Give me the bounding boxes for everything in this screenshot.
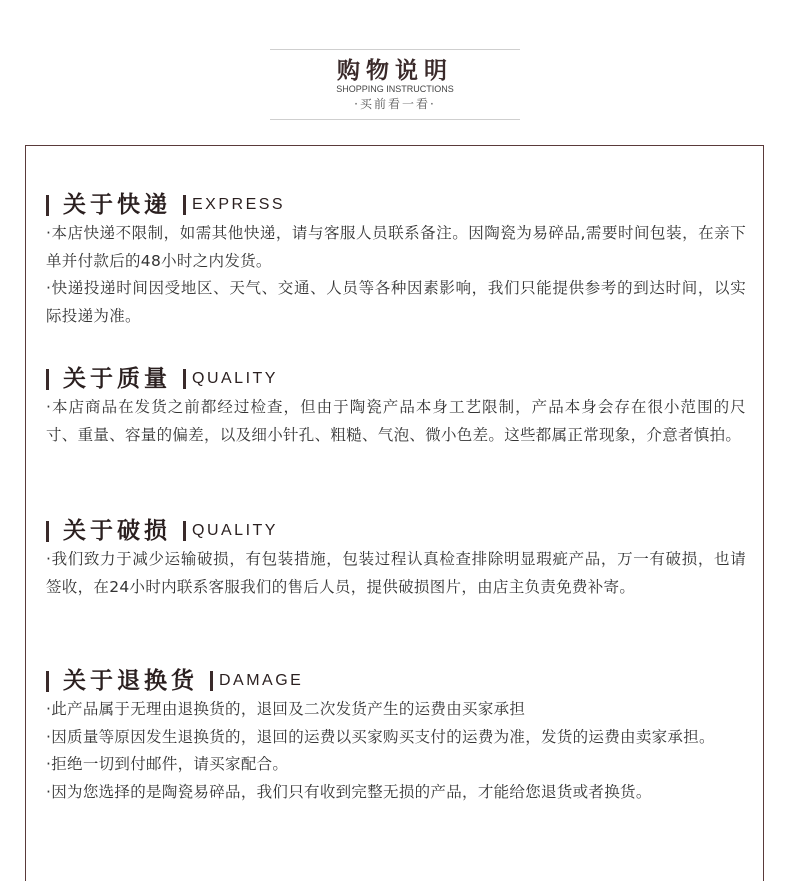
section-english-title: QUALITY <box>192 522 278 539</box>
section-english-title: QUALITY <box>192 370 278 387</box>
paragraph: ·本店快递不限制，如需其他快递，请与客服人员联系备注。因陶瓷为易碎品,需要时间包装，在亲下单并付款后的48小时之内发货。 <box>46 224 746 270</box>
heading-bar <box>46 521 49 542</box>
paragraph: ·快递投递时间因受地区、天气、交通、人员等各种因素影响，我们只能提供参考的到达时间，以实际投递为准。 <box>46 279 746 325</box>
section-heading <box>46 516 746 546</box>
section-english-title: DAMAGE <box>219 672 304 689</box>
section-title: 关于退换货 <box>63 668 198 694</box>
section-heading <box>46 666 746 696</box>
section-title: 关于快递 <box>63 192 171 218</box>
paragraph: ·此产品属于无理由退换货的，退回及二次发货产生的运费由买家承担 <box>46 700 526 718</box>
paragraph: ·因为您选择的是陶瓷易碎品，我们只有收到完整无损的产品，才能给您退货或者换货。 <box>46 782 652 801</box>
section-breakage <box>46 516 746 601</box>
section-english-title: EXPRESS <box>192 196 286 213</box>
page-tagline: ·买前看一看· <box>354 97 436 111</box>
heading-bar <box>46 369 49 390</box>
section-express <box>46 190 746 330</box>
section-title: 关于破损 <box>63 518 171 544</box>
heading-bar <box>46 195 49 216</box>
page-title: 购物说明 <box>337 58 453 84</box>
page-subtitle: SHOPPING INSTRUCTIONS <box>336 84 454 94</box>
heading-divider <box>183 521 186 541</box>
heading-bar <box>46 671 49 692</box>
header-top-rule <box>270 49 520 50</box>
section-returns <box>46 666 746 806</box>
paragraph: ·因质量等原因发生退换货的，退回的运费以买家购买支付的运费为准，发货的运费由卖家承担。 <box>46 727 715 746</box>
section-heading <box>46 364 746 394</box>
heading-divider <box>183 369 186 389</box>
heading-divider <box>210 671 213 691</box>
section-quality <box>46 364 746 449</box>
paragraph: ·我们致力于减少运输破损，有包装措施，包装过程认真检查排除明显瑕疵产品，万一有破损，也请签收，在24小时内联系客服我们的售后人员，提供破损图片，由店主负责免费补寄。 <box>46 550 746 596</box>
heading-divider <box>183 195 186 215</box>
section-heading <box>46 190 746 220</box>
paragraph: ·拒绝一切到付邮件，请买家配合。 <box>46 755 289 773</box>
header-bottom-rule <box>270 119 520 120</box>
section-title: 关于质量 <box>63 366 171 392</box>
page-header <box>0 0 790 130</box>
instructions-box <box>25 145 764 881</box>
paragraph: ·本店商品在发货之前都经过检查，但由于陶瓷产品本身工艺限制，产品本身会存在很小范围的尺寸、重量、容量的偏差，以及细小针孔、粗糙、气泡、微小色差。这些都属正常现象，介意者慎拍。 <box>46 398 746 444</box>
